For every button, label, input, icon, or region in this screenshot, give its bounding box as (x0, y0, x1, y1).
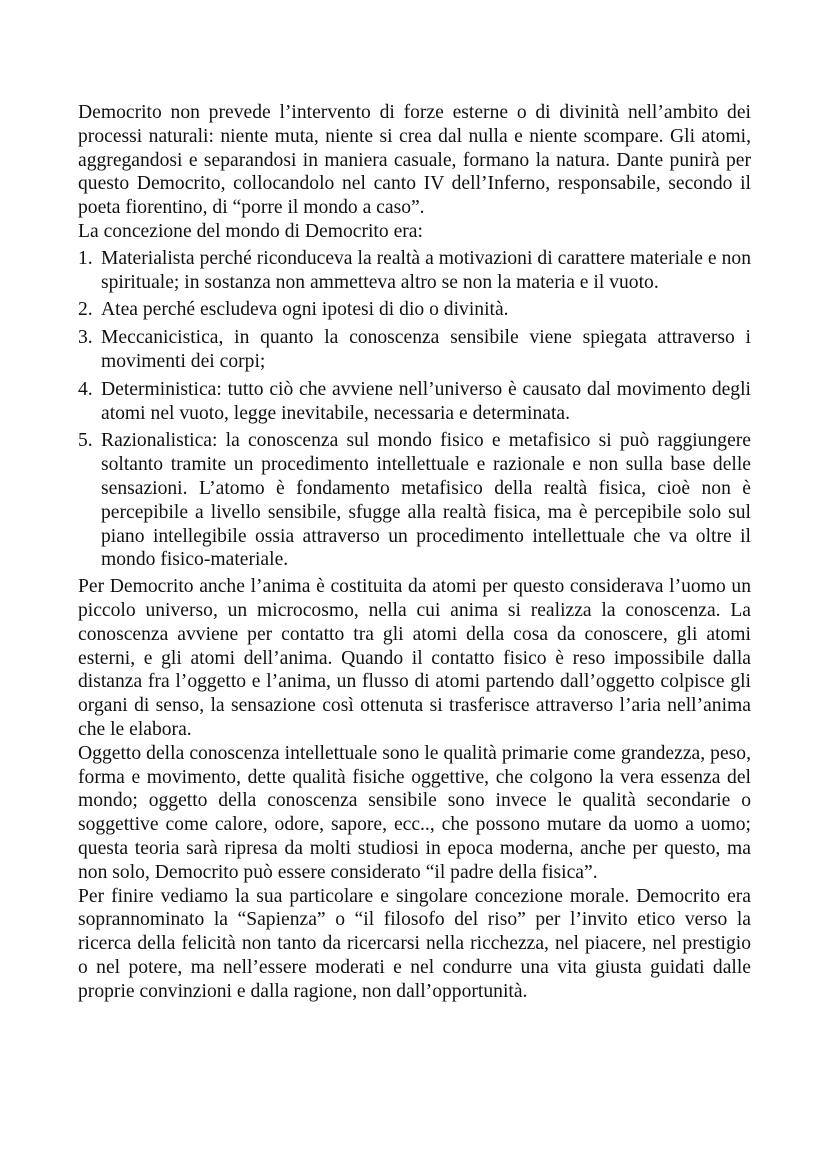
document-page (78, 101, 751, 1003)
list-item (78, 429, 751, 572)
list-item (78, 298, 751, 322)
list-item-text: Meccanicistica, in quanto la conoscenza sensibile viene spiegata attraverso i movimenti dei corpi; (101, 327, 751, 372)
list-item-text: Materialista perché riconduceva la realtà a motivazioni di carattere materiale e non spirituale; in sostanza non ammetteva altro se non la materia e il vuoto. (101, 247, 751, 293)
list-item-text: Razionalistica: la conoscenza sul mondo fisico e metafisico si può raggiungere soltanto tramite un procedimento intellettuale e razionale e non sulla base delle sensazioni. L’atomo è fondamento metafisico della realtà fisica, cioè non è percepibile a livello sensibile, sfugge alla realtà fisica, ma è percepibile solo sul piano intellegibile ossia attraverso un procedimento intellettuale che va oltre il mondo fisico-materiale. (101, 430, 751, 571)
knowledge-paragraph: Oggetto della conoscenza intellettuale sono le qualità primarie come grandezza, peso, forma e movimento, dette qualità fisiche oggettive, che colgono la vera essenza del mondo; oggetto della conoscenza sensibile sono invece le qualità secondarie o soggettive come calore, odore, sapore, ecc.., che possono mutare da uomo a uomo; questa teoria sarà ripresa da molti studiosi in epoca moderna, anche per questo, ma non solo, Democrito può essere considerato “il padre della fisica”. (78, 742, 751, 883)
list-item-text: Atea perché escludeva ogni ipotesi di dio o divinità. (101, 299, 509, 321)
moral-paragraph: Per finire vediamo la sua particolare e singolare concezione morale. Democrito era soprannominato la “Sapienza” o “il filosofo del riso” per l’invito etico verso la ricerca della felicità non tanto da ricercarsi nella ricchezza, nel piacere, nel prestigio o nel potere, ma nell’essere moderati e nel condurre una vita giusta guidati dalle proprie convinzioni e dalla ragione, non dall’opportunità. (78, 885, 751, 1002)
list-item-text: Deterministica: tutto ciò che avviene nell’universo è causato dal movimento degli atomi nel vuoto, legge inevitabile, necessaria e determinata. (101, 378, 751, 424)
list-item (78, 378, 751, 426)
list-item-number: 4. (78, 378, 93, 400)
list-intro: La concezione del mondo di Democrito era: (78, 220, 423, 242)
intro-paragraph: Democrito non prevede l’intervento di forze esterne o di divinità nell’ambito dei processi naturali: niente muta, niente si crea dal nulla e niente scompare. Gli atomi, aggregandosi e separandosi in maniera casuale, formano la natura. Dante punirà per questo Democrito, collocandolo nel canto IV dell’Inferno, responsabile, secondo il poeta fiorentino, di “porre il mondo a caso”. (78, 102, 751, 219)
list-item (78, 326, 751, 374)
list-item-number: 1. (78, 247, 93, 269)
list-item-number: 3. (78, 327, 93, 349)
soul-paragraph: Per Democrito anche l’anima è costituita da atomi per questo considerava l’uomo un piccolo universo, un microcosmo, nella cui anima si realizza la conoscenza. La conoscenza avviene per contatto tra gli atomi della cosa da conoscere, gli atomi esterni, e gli atomi dell’anima. Quando il contatto fisico è reso impossibile dalla distanza fra l’oggetto e l’anima, un flusso di atomi partendo dall’oggetto colpisce gli organi di senso, la sensazione così ottenuta si trasferisce attraverso l’aria nell’anima che le elabora. (78, 576, 751, 740)
worldview-list (78, 247, 751, 572)
list-item (78, 247, 751, 295)
list-item-number: 2. (78, 299, 93, 321)
list-item-number: 5. (78, 430, 93, 452)
